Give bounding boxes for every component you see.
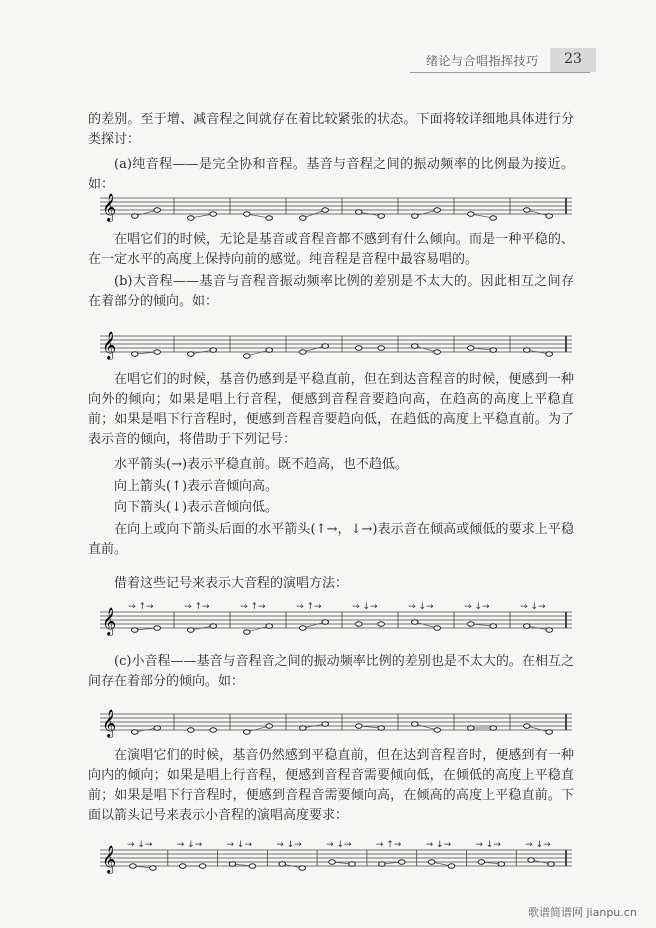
svg-text:→ ↓→: → ↓→ bbox=[520, 602, 546, 612]
paragraph-major-description: 在唱它们的时候，基音仍感到是平稳直前，但在到达音程音的时候，便感到一种向外的倾向；如果是唱上行音程，便感到音程音要趋向高，在趋高的高度上平稳直前；如果是唱下行音程时，便感到音程音要趋向低，在趋低的高度上平稳直前。为了表示音的倾向，将借助于下列记号： bbox=[88, 372, 574, 447]
paragraph-combined-arrows: 在向上或向下箭头后面的水平箭头(↑→，↓→)表示音在倾高或倾低的要求上平稳直前。 bbox=[88, 522, 574, 557]
svg-text:→ ↑→: → ↑→ bbox=[296, 602, 322, 612]
svg-text:→ ↓→: → ↓→ bbox=[464, 602, 490, 612]
svg-text:𝄞: 𝄞 bbox=[102, 193, 117, 221]
svg-text:→ ↑→: → ↑→ bbox=[375, 840, 402, 850]
svg-text:→ ↑→: → ↑→ bbox=[128, 602, 154, 612]
svg-text:→ ↓→: → ↓→ bbox=[408, 602, 434, 612]
music-staff-minor-with-arrows bbox=[100, 836, 572, 884]
svg-text:→ ↑→: → ↑→ bbox=[184, 602, 210, 612]
svg-text:𝄞: 𝄞 bbox=[102, 331, 117, 359]
svg-text:→ ↓→: → ↓→ bbox=[352, 602, 378, 612]
running-header bbox=[410, 50, 590, 74]
page-number-box bbox=[550, 48, 596, 72]
paragraph-major-intervals: (b)大音程——基音与音程音振动频率比例的差别是不太大的。因此相互之间存在着部分的倾向。如： bbox=[88, 274, 574, 309]
music-staff-major-intervals bbox=[100, 322, 572, 370]
svg-text:→ ↓→: → ↓→ bbox=[425, 840, 452, 850]
svg-text:→ ↓→: → ↓→ bbox=[326, 840, 352, 850]
svg-text:→ ↓→: → ↓→ bbox=[525, 840, 551, 850]
paragraph-major-singing: 借着这些记号来表示大音程的演唱方法： bbox=[114, 576, 349, 591]
running-title: 绪论与合唱指挥技巧 bbox=[426, 54, 539, 68]
paragraph-perfect-description: 在唱它们的时候，无论是基音或音程音都不感到有什么倾向。而是一种平稳的、在一定水平的高度上保持向前的感觉。纯音程是音程中最容易唱的。 bbox=[88, 232, 574, 267]
music-staff-perfect-intervals bbox=[100, 184, 572, 232]
music-staff-major-with-arrows bbox=[100, 598, 572, 646]
svg-text:→ ↓→: → ↓→ bbox=[475, 840, 501, 850]
svg-text:→ ↑→: → ↑→ bbox=[240, 602, 266, 612]
page-number: 23 bbox=[564, 51, 582, 67]
svg-text:→ ↓→: → ↓→ bbox=[176, 840, 203, 850]
paragraph-minor-intervals: (c)小音程——基音与音程音之间的振动频率比例的差别也是不太大的。在相互之间存在着部分的倾向。如： bbox=[88, 654, 574, 689]
svg-text:→ ↓→: → ↓→ bbox=[226, 840, 252, 850]
svg-text:→ ↓→: → ↓→ bbox=[126, 840, 153, 850]
paragraph-down-arrow: 向下箭头(↓)表示音倾向低。 bbox=[114, 500, 279, 515]
paragraph-minor-description: 在演唱它们的时候，基音仍然感到平稳直前，但在达到音程音时，便感到有一种向内的倾向；如果是唱上行音程，便感到音程音需要倾向低，在倾低的高度上平稳直前；如果是唱下行音程时，便感到音程音需要倾向高，在倾高的高度上平稳直前。下面以箭头记号来表示小音程的演唱高度要求： bbox=[88, 748, 574, 823]
paragraph-up-arrow: 向上箭头(↑)表示音倾向高。 bbox=[114, 479, 279, 494]
paragraph-perfect-intervals: (a)纯音程——是完全协和音程。基音与音程之间的振动频率的比例最为接近。如： bbox=[88, 157, 574, 192]
paragraph-horizontal-arrow: 水平箭头(→)表示平稳直前。既不趋高，也不趋低。 bbox=[114, 457, 409, 472]
music-staff-minor-intervals bbox=[100, 700, 572, 748]
svg-text:𝄞: 𝄞 bbox=[102, 607, 117, 635]
svg-text:→ ↓→: → ↓→ bbox=[276, 840, 302, 850]
header-rule bbox=[410, 72, 590, 73]
paragraph-intro: 的差别。至于增、减音程之间就存在着比较紧张的状态。下面将较详细地具体进行分类探讨： bbox=[88, 112, 574, 147]
watermark: 歌谱简谱网 jianpu.cn bbox=[528, 906, 637, 919]
svg-text:𝄞: 𝄞 bbox=[102, 709, 117, 737]
svg-text:𝄞: 𝄞 bbox=[102, 845, 117, 873]
